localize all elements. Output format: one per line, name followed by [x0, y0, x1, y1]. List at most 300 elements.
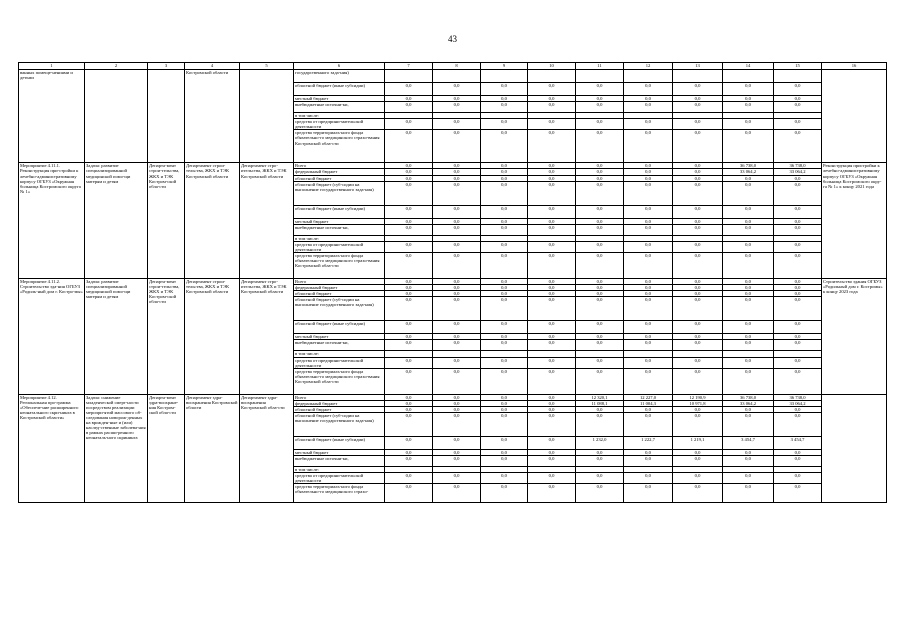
funding-value: 0,0 [481, 96, 528, 102]
funding-value: 0,0 [723, 406, 774, 412]
funding-source-label: Всего [294, 279, 385, 285]
funding-value: 0,0 [385, 291, 433, 297]
funding-source-label: средства от предприни-мательской деятельности [294, 119, 385, 130]
funding-value: 0,0 [576, 291, 624, 297]
funding-value: 0,0 [723, 412, 774, 436]
funding-source-label: областной бюджет (суб-сидии на выполнение государственного зада-ния) [294, 181, 385, 205]
funding-value: 0,0 [433, 163, 481, 169]
funding-value: 12 190,9 [673, 394, 723, 400]
funding-value: 0,0 [481, 83, 528, 96]
funding-value: 0,0 [673, 340, 723, 351]
column-header-10: 10 [528, 63, 576, 70]
funding-value: 0,0 [774, 340, 822, 351]
funding-value: 33 064,2 [774, 400, 822, 406]
funding-value: 0,0 [385, 400, 433, 406]
funding-value: 0,0 [528, 169, 576, 175]
funding-value: 0,0 [528, 400, 576, 406]
funding-value: 0,0 [624, 297, 673, 321]
funding-value: 0,0 [433, 484, 481, 503]
funding-source-label: областной бюджет [294, 175, 385, 181]
funding-value: 0,0 [723, 253, 774, 279]
funding-value: 0,0 [774, 181, 822, 205]
responsible-cell: Департа-мент строи-тельства, ЖКХ и ТЭК Костром-ской обла-сти [148, 279, 185, 395]
funding-value: 0,0 [774, 241, 822, 252]
funding-value: 0,0 [528, 253, 576, 279]
funding-value: 0,0 [624, 83, 673, 96]
column-header-4: 4 [185, 63, 240, 70]
executor-cell: Департамент строи-тельства, ЖКХ и ТЭК Костромской области [185, 163, 240, 279]
funding-value: 0,0 [673, 169, 723, 175]
funding-value: 0,0 [624, 406, 673, 412]
funding-value: 0,0 [481, 484, 528, 503]
funding-value: 0,0 [774, 83, 822, 96]
funding-value: 0,0 [673, 368, 723, 394]
funding-source-label: в том числе: [294, 235, 385, 241]
funding-value: 33 064,2 [774, 169, 822, 175]
funding-value: 0,0 [433, 224, 481, 235]
funding-value: 0,0 [481, 169, 528, 175]
funding-value: 0,0 [433, 102, 481, 113]
funding-value: 0,0 [385, 279, 433, 285]
funding-value: 0,0 [723, 241, 774, 252]
funding-value: 0,0 [433, 130, 481, 163]
funding-value: 0,0 [385, 412, 433, 436]
funding-source-label: внебюджетные источни-ки, [294, 224, 385, 235]
funding-value: 0,0 [576, 484, 624, 503]
funding-value: 0,0 [433, 83, 481, 96]
funding-value: 0,0 [576, 169, 624, 175]
program-table [18, 62, 887, 503]
funding-value: 1 222,7 [624, 436, 673, 449]
funding-value: 0,0 [624, 456, 673, 467]
funding-source-label: внебюджетные источни-ки, [294, 456, 385, 467]
funding-value: 0,0 [385, 169, 433, 175]
column-header-7: 7 [385, 63, 433, 70]
funding-value: 0,0 [481, 224, 528, 235]
funding-source-label: государственного зада-ния) [294, 70, 385, 83]
page-number: 43 [448, 34, 457, 44]
funding-value: 0,0 [774, 368, 822, 394]
funding-value: 0,0 [385, 321, 433, 334]
column-header-8: 8 [433, 63, 481, 70]
funding-value: 36 738,0 [723, 163, 774, 169]
funding-value: 0,0 [624, 340, 673, 351]
funding-source-label: средства территориаль-ного фонда обязательно-го медицинского страхо-вания Костромской обла-сти [294, 368, 385, 394]
funding-value: 0,0 [385, 102, 433, 113]
funding-value: 0,0 [774, 224, 822, 235]
funding-source-label: в том числе: [294, 467, 385, 473]
funding-source-label: областной бюджет (иные субсидии) [294, 205, 385, 218]
funding-value: 0,0 [433, 456, 481, 467]
funding-value: 0,0 [723, 181, 774, 205]
funding-value: 0,0 [723, 224, 774, 235]
funding-value: 0,0 [576, 368, 624, 394]
funding-value: 0,0 [576, 130, 624, 163]
funding-value: 0,0 [528, 83, 576, 96]
funding-value: 0,0 [385, 357, 433, 368]
funding-value: 0,0 [624, 119, 673, 130]
task-cell: Задача: развитие специализированной медицинской помо-щи матерям и детям [85, 279, 148, 395]
funding-value: 0,0 [723, 321, 774, 334]
funding-value: 0,0 [624, 412, 673, 436]
funding-value: 0,0 [481, 449, 528, 455]
coexecutor-cell: Департамент здра-воохранения Костромской обла-сти [240, 394, 294, 503]
funding-value: 11 004,3 [624, 400, 673, 406]
funding-value: 0,0 [433, 291, 481, 297]
funding-value: 0,0 [576, 83, 624, 96]
funding-value: 33 064,2 [723, 400, 774, 406]
funding-value: 0,0 [576, 224, 624, 235]
funding-value: 0,0 [528, 484, 576, 503]
funding-value: 0,0 [723, 334, 774, 340]
funding-source-label: местный бюджет [294, 218, 385, 224]
funding-source-label: средства территориаль-ного фонда обязательно-го медицинского страхо-вания Костромской обла-сти [294, 130, 385, 163]
measure-name-cell: Мероприятие 4.11.2. Строительство зда-ния ОГБУЗ «Родиль-ный дом г. Костро-мы» [19, 279, 85, 395]
funding-value: 0,0 [673, 412, 723, 436]
funding-value: 0,0 [433, 205, 481, 218]
funding-value: 0,0 [528, 119, 576, 130]
funding-value: 0,0 [385, 436, 433, 449]
funding-value [528, 70, 576, 83]
funding-value: 0,0 [624, 321, 673, 334]
funding-value: 0,0 [673, 181, 723, 205]
funding-value: 0,0 [528, 205, 576, 218]
funding-value: 0,0 [673, 279, 723, 285]
funding-value: 0,0 [774, 96, 822, 102]
funding-source-label: в том числе: [294, 113, 385, 119]
funding-value: 0,0 [385, 449, 433, 455]
funding-value: 0,0 [481, 102, 528, 113]
column-header-16: 16 [822, 63, 887, 70]
funding-value: 0,0 [385, 96, 433, 102]
funding-value: 12 320,1 [576, 394, 624, 400]
funding-value: 0,0 [385, 241, 433, 252]
column-header-3: 3 [148, 63, 185, 70]
funding-value: 0,0 [433, 400, 481, 406]
funding-value: 0,0 [433, 119, 481, 130]
funding-value [723, 70, 774, 83]
funding-value: 0,0 [528, 473, 576, 484]
funding-value: 0,0 [774, 297, 822, 321]
funding-source-label: внебюджетные источни-ки, [294, 102, 385, 113]
funding-value: 0,0 [481, 412, 528, 436]
funding-value: 0,0 [576, 456, 624, 467]
funding-value: 0,0 [723, 456, 774, 467]
funding-value: 0,0 [774, 253, 822, 279]
funding-value: 0,0 [528, 334, 576, 340]
funding-value: 0,0 [774, 291, 822, 297]
funding-value: 0,0 [576, 102, 624, 113]
funding-value: 0,0 [624, 291, 673, 297]
funding-value: 0,0 [723, 83, 774, 96]
funding-value: 0,0 [576, 119, 624, 130]
funding-value: 0,0 [576, 218, 624, 224]
funding-value: 12 227,0 [624, 394, 673, 400]
funding-value: 0,0 [774, 321, 822, 334]
funding-value: 0,0 [481, 119, 528, 130]
funding-value: 0,0 [481, 368, 528, 394]
funding-value: 0,0 [433, 321, 481, 334]
funding-value: 36 738,0 [723, 394, 774, 400]
funding-value: 0,0 [673, 119, 723, 130]
funding-source-label: областной бюджет (суб-сидии на выполнение государственного зада-ния) [294, 297, 385, 321]
funding-value: 0,0 [481, 406, 528, 412]
funding-value: 0,0 [528, 241, 576, 252]
funding-value: 0,0 [673, 96, 723, 102]
funding-value: 0,0 [385, 340, 433, 351]
column-header-13: 13 [673, 63, 723, 70]
funding-value: 0,0 [385, 368, 433, 394]
executor-cell: Департамент строи-тельства, ЖКХ и ТЭК Костромской области [185, 279, 240, 395]
funding-value: 0,0 [576, 449, 624, 455]
funding-value: 0,0 [433, 436, 481, 449]
coexecutor-cell: Департамент стро-ительства, ЖКХ и ТЭК Костромской области [240, 279, 294, 395]
funding-value: 0,0 [433, 96, 481, 102]
funding-value: 0,0 [774, 473, 822, 484]
funding-value: 0,0 [723, 368, 774, 394]
funding-source-label: местный бюджет [294, 96, 385, 102]
funding-value: 0,0 [723, 279, 774, 285]
funding-value: 0,0 [385, 394, 433, 400]
funding-value: 11 088,1 [576, 400, 624, 406]
funding-value: 0,0 [774, 279, 822, 285]
funding-value: 0,0 [528, 102, 576, 113]
funding-value: 0,0 [774, 412, 822, 436]
funding-value: 0,0 [673, 406, 723, 412]
funding-value [673, 70, 723, 83]
funding-value: 0,0 [481, 340, 528, 351]
funding-value: 0,0 [723, 449, 774, 455]
column-header-1: 1 [19, 63, 85, 70]
funding-value: 0,0 [528, 279, 576, 285]
expected-result-cell [822, 70, 887, 163]
funding-value: 0,0 [528, 340, 576, 351]
funding-value: 0,0 [481, 241, 528, 252]
funding-value: 0,0 [433, 406, 481, 412]
funding-value: 0,0 [723, 340, 774, 351]
funding-value: 0,0 [385, 285, 433, 291]
funding-value: 0,0 [481, 334, 528, 340]
funding-value: 3 454,7 [774, 436, 822, 449]
funding-value: 0,0 [576, 412, 624, 436]
funding-value: 0,0 [481, 291, 528, 297]
funding-value: 0,0 [433, 412, 481, 436]
funding-value: 0,0 [673, 456, 723, 467]
funding-value: 1 232,0 [576, 436, 624, 449]
funding-value: 0,0 [624, 102, 673, 113]
expected-result-cell [822, 394, 887, 503]
funding-value: 0,0 [774, 130, 822, 163]
funding-value: 0,0 [528, 436, 576, 449]
column-header-2: 2 [85, 63, 148, 70]
funding-value: 0,0 [624, 279, 673, 285]
funding-source-label: федеральный бюджет [294, 285, 385, 291]
funding-source-label: внебюджетные источни-ки, [294, 340, 385, 351]
funding-value: 0,0 [723, 357, 774, 368]
funding-source-label: федеральный бюджет [294, 169, 385, 175]
measure-name-cell: Мероприятие 4.12. Региональная про-грамма «Обеспече-ние расширенного неонатального скри-нинга в Костромской области» [19, 394, 85, 503]
funding-value: 0,0 [481, 285, 528, 291]
funding-value: 0,0 [723, 96, 774, 102]
funding-value: 0,0 [673, 473, 723, 484]
funding-value: 0,0 [433, 368, 481, 394]
funding-value: 0,0 [576, 181, 624, 205]
funding-value: 0,0 [673, 291, 723, 297]
funding-value: 0,0 [673, 102, 723, 113]
funding-value: 0,0 [481, 163, 528, 169]
funding-value: 0,0 [385, 119, 433, 130]
funding-value: 0,0 [774, 175, 822, 181]
funding-value: 0,0 [385, 163, 433, 169]
funding-value: 0,0 [481, 130, 528, 163]
funding-source-label: средства от предприни-мательской деятельности [294, 473, 385, 484]
executor-cell: Департамент здра-воохранения Костромской области [185, 394, 240, 503]
funding-value: 0,0 [673, 130, 723, 163]
funding-value: 0,0 [673, 297, 723, 321]
funding-value: 0,0 [624, 163, 673, 169]
column-number-row [19, 63, 887, 70]
funding-value: 0,0 [624, 175, 673, 181]
funding-value [774, 70, 822, 83]
funding-value: 0,0 [385, 297, 433, 321]
funding-value: 0,0 [481, 218, 528, 224]
funding-value: 36 738,0 [774, 394, 822, 400]
funding-value: 0,0 [528, 218, 576, 224]
funding-source-label: в том числе: [294, 351, 385, 357]
column-header-15: 15 [774, 63, 822, 70]
funding-value: 0,0 [624, 130, 673, 163]
funding-value: 0,0 [576, 357, 624, 368]
funding-source-label: местный бюджет [294, 449, 385, 455]
funding-value: 0,0 [528, 456, 576, 467]
funding-value: 0,0 [774, 205, 822, 218]
expected-result-cell: Реконструкция пристройки к лечебно-административному корпусу ОГБУЗ «Окружная больница Костромского окру-га № 1» к концу 2021 года [822, 163, 887, 279]
funding-value: 0,0 [673, 357, 723, 368]
funding-value: 0,0 [481, 357, 528, 368]
funding-value: 0,0 [528, 321, 576, 334]
funding-value: 0,0 [433, 297, 481, 321]
funding-value: 0,0 [481, 297, 528, 321]
column-header-12: 12 [624, 63, 673, 70]
funding-value: 0,0 [385, 456, 433, 467]
funding-value: 0,0 [576, 406, 624, 412]
task-cell: Задача: развитие специализированной медицинской помо-щи матерям и детям [85, 163, 148, 279]
funding-value: 0,0 [624, 285, 673, 291]
funding-value: 0,0 [576, 297, 624, 321]
funding-value: 0,0 [774, 456, 822, 467]
funding-source-label: средства от предприни-мательской деятельности [294, 357, 385, 368]
funding-value: 0,0 [528, 412, 576, 436]
funding-source-label: областной бюджет [294, 406, 385, 412]
funding-value: 0,0 [385, 406, 433, 412]
funding-source-label: Всего [294, 394, 385, 400]
funding-value: 0,0 [528, 181, 576, 205]
expected-result-cell: Строительство здания ОГБУЗ «Родильный дом г. Костромы» к концу 2023 года [822, 279, 887, 395]
funding-value: 0,0 [673, 218, 723, 224]
funding-value: 0,0 [528, 394, 576, 400]
coexecutor-cell [240, 70, 294, 163]
funding-value: 0,0 [481, 175, 528, 181]
funding-source-label: средства территориаль-ного фонда обязательно-го медицинского страхо-вания Костромской обла-сти [294, 253, 385, 279]
funding-source-label: средства территориаль-ного фонда обязательно-го медицинского страхо- [294, 484, 385, 503]
funding-value: 0,0 [774, 357, 822, 368]
funding-value: 0,0 [528, 406, 576, 412]
funding-value: 0,0 [576, 321, 624, 334]
executor-cell: Костромской области [185, 70, 240, 163]
funding-value: 0,0 [723, 205, 774, 218]
funding-source-label: областной бюджет [294, 291, 385, 297]
measure-name-cell: Мероприятие 4.11.1. Реконструкция при-стройки к лечебно-административному корпусу ОГБУЗ «Окружная больница Костромского округа № 1» [19, 163, 85, 279]
funding-value: 0,0 [481, 321, 528, 334]
funding-value: 0,0 [385, 181, 433, 205]
funding-value: 0,0 [576, 334, 624, 340]
funding-value: 0,0 [528, 130, 576, 163]
funding-value [576, 70, 624, 83]
funding-value: 0,0 [576, 241, 624, 252]
funding-value: 0,0 [576, 253, 624, 279]
funding-value: 0,0 [385, 224, 433, 235]
column-header-11: 11 [576, 63, 624, 70]
funding-value: 1 219,1 [673, 436, 723, 449]
task-cell [85, 70, 148, 163]
funding-value: 33 064,2 [723, 169, 774, 175]
funding-value [433, 70, 481, 83]
funding-value: 0,0 [528, 285, 576, 291]
funding-value: 0,0 [774, 285, 822, 291]
funding-value: 0,0 [433, 340, 481, 351]
funding-value: 0,0 [481, 279, 528, 285]
funding-value: 0,0 [576, 285, 624, 291]
funding-value: 0,0 [624, 484, 673, 503]
funding-value: 0,0 [673, 163, 723, 169]
funding-value: 0,0 [528, 357, 576, 368]
funding-value [481, 70, 528, 83]
funding-value: 0,0 [576, 96, 624, 102]
funding-value: 0,0 [528, 449, 576, 455]
funding-value: 0,0 [481, 253, 528, 279]
funding-value: 0,0 [433, 449, 481, 455]
funding-value: 0,0 [624, 224, 673, 235]
column-header-9: 9 [481, 63, 528, 70]
funding-value: 0,0 [624, 334, 673, 340]
funding-value: 0,0 [673, 253, 723, 279]
funding-value: 0,0 [385, 484, 433, 503]
measure-name-cell: ванных помеще-нениями и детьми [19, 70, 85, 163]
funding-value: 0,0 [774, 449, 822, 455]
funding-value: 0,0 [774, 406, 822, 412]
funding-value: 0,0 [528, 163, 576, 169]
funding-value: 0,0 [774, 334, 822, 340]
table-row [19, 70, 887, 83]
funding-value: 0,0 [528, 291, 576, 297]
funding-value: 0,0 [723, 119, 774, 130]
funding-value: 0,0 [481, 400, 528, 406]
funding-value: 0,0 [528, 368, 576, 394]
funding-value: 0,0 [433, 175, 481, 181]
funding-value: 0,0 [624, 473, 673, 484]
funding-value: 0,0 [481, 394, 528, 400]
funding-value: 0,0 [723, 175, 774, 181]
funding-value: 0,0 [433, 473, 481, 484]
funding-value: 0,0 [673, 83, 723, 96]
funding-value: 0,0 [576, 205, 624, 218]
funding-value: 0,0 [723, 285, 774, 291]
funding-value: 0,0 [385, 130, 433, 163]
funding-value: 0,0 [624, 368, 673, 394]
responsible-cell: Департа-мент строи-тельства, ЖКХ и ТЭК Костром-ской обла-сти [148, 163, 185, 279]
funding-value: 0,0 [576, 473, 624, 484]
funding-value: 0,0 [528, 96, 576, 102]
